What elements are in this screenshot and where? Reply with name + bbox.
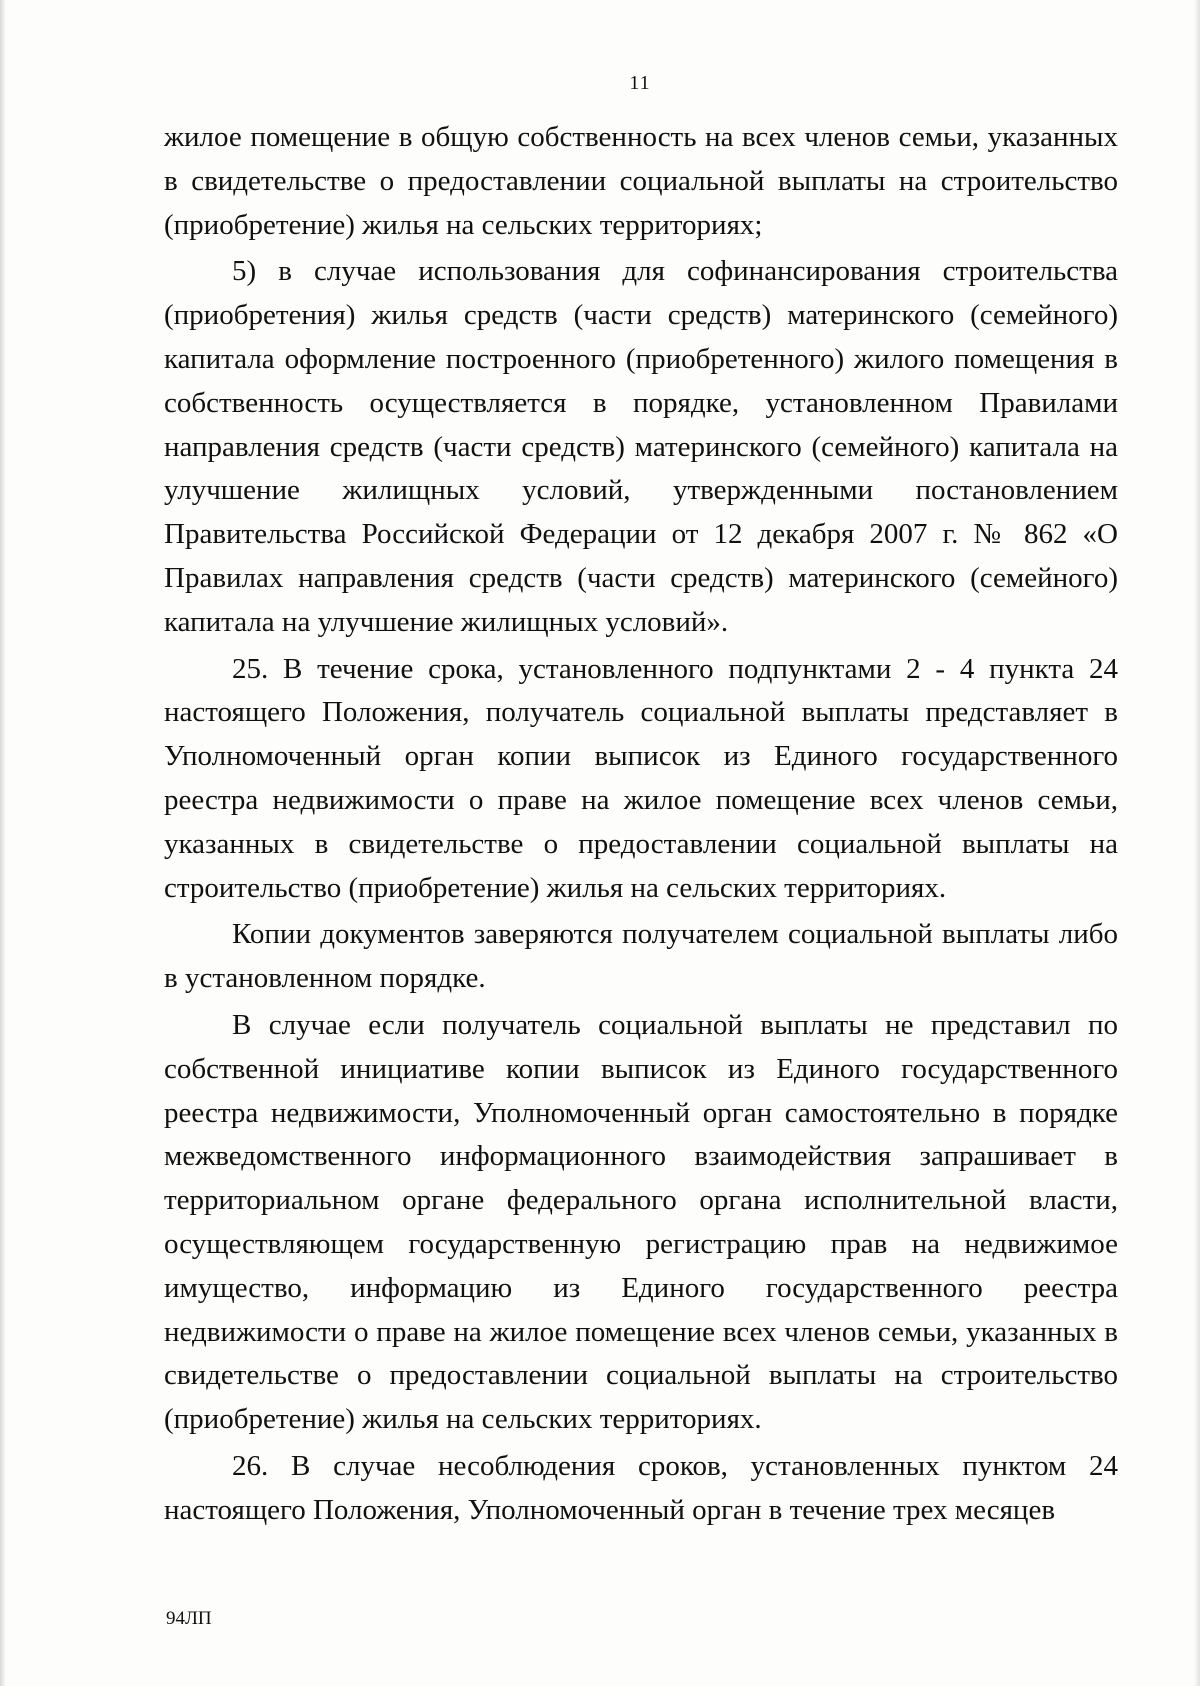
- paragraph-continuation: жилое помещение в общую собственность на всех членов семьи, указанных в свидетельстве о предоставлении социальной выплаты на строительство (приобретение) жилья на сельских территориях;: [164, 121, 1118, 241]
- footer-document-code: 94ЛП: [166, 1608, 212, 1629]
- paragraph-item-25: 25. В течение срока, установленного подпунктами 2 - 4 пункта 24 настоящего Положения, получатель социальной выплаты представляет в Уполномоченный орган копии выписок из Единого государственного реестра недвижимости о праве на жилое помещение всех членов семьи, указанных в свидетельстве о предоставлении социальной выплаты на строительство (приобретение) жилья на сельских территориях.: [164, 652, 1118, 904]
- scan-edge-left: [0, 0, 6, 1686]
- document-body: [164, 116, 1118, 1533]
- paragraph-item-26: 26. В случае несоблюдения сроков, установленных пунктом 24 настоящего Положения, Уполномоченный орган в течение трех месяцев: [164, 1449, 1118, 1526]
- paragraph-copies-certification: Копии документов заверяются получателем социальной выплаты либо в установленном порядке.: [164, 918, 1118, 995]
- page-number: 11: [629, 72, 651, 94]
- paragraph-interagency-request: В случае если получатель социальной выплаты не представил по собственной инициативе копии выписок из Единого государственного реестра недвижимости, Уполномоченный орган самостоятельно в порядке межведомственного информационного взаимодействия запрашивает в территориальном органе федерального органа исполнительной власти, осуществляющем государственную регистрацию прав на недвижимое имущество, информацию из Единого государственного реестра недвижимости о праве на жилое помещение всех членов семьи, указанных в свидетельстве о предоставлении социальной выплаты на строительство (приобретение) жилья на сельских территориях.: [164, 1008, 1118, 1436]
- scan-edge-right: [1194, 0, 1200, 1686]
- paragraph-subitem-5: 5) в случае использования для софинансирования строительства (приобретения) жилья средств (части средств) материнского (семейного) капитала оформление построенного (приобретенного) жилого помещения в собственность осуществляется в порядке, установленном Правилами направления средств (части средств) материнского (семейного) капитала на улучшение жилищных условий, утвержденными постановлением Правительства Российской Федерации от 12 декабря 2007 г. № 862 «О Правилах направления средств (части средств) материнского (семейного) капитала на улучшение жилищных условий».: [164, 255, 1118, 638]
